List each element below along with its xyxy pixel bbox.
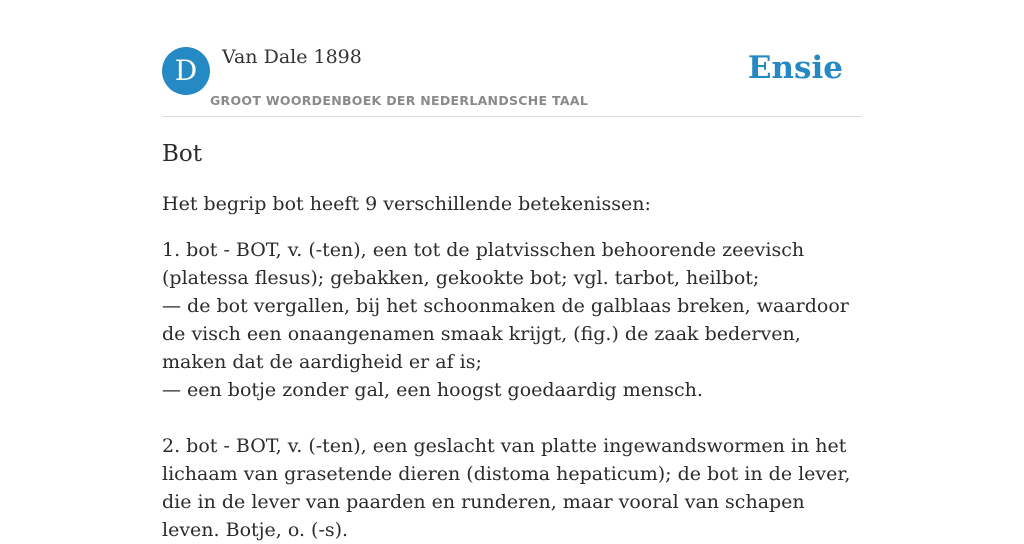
entry-content bbox=[162, 138, 862, 544]
site-header bbox=[162, 0, 862, 117]
dictionary-avatar[interactable]: D bbox=[162, 47, 210, 95]
dictionary-name-link[interactable]: Van Dale 1898 bbox=[222, 46, 362, 68]
entry-title: Bot bbox=[162, 141, 202, 167]
entry-intro: Het begrip bot heeft 9 verschillende betekenissen: bbox=[162, 193, 651, 215]
definition-line: 1. bot - BOT, v. (-ten), een tot de platvisschen behoorende zeevisch (platessa flesus); gebakken, gekookte bot; vgl. tarbot, heilbot; bbox=[162, 239, 805, 289]
definition-line: — de bot vergallen, bij het schoonmaken de galblaas breken, waardoor de visch een onaangenamen smaak krijgt, (fig.) de zaak bederven, maken dat de aardigheid er af is; bbox=[162, 295, 849, 373]
definition-2 bbox=[162, 432, 862, 544]
definition-line: 2. bot - BOT, v. (-ten), een geslacht van platte ingewandswormen in het lichaam van grasetende dieren (distoma hepaticum); de bot in de lever, die in de lever van paarden en runderen, maar vooral van schapen leven. Botje, o. (-s). bbox=[162, 435, 851, 541]
dictionary-subtitle: GROOT WOORDENBOEK DER NEDERLANDSCHE TAAL bbox=[210, 93, 589, 108]
ensie-logo-link[interactable]: Ensie bbox=[747, 50, 843, 86]
definition-line: — een botje zonder gal, een hoogst goedaardig mensch. bbox=[162, 379, 703, 401]
definition-separator bbox=[162, 404, 862, 432]
definition-1 bbox=[162, 236, 862, 404]
